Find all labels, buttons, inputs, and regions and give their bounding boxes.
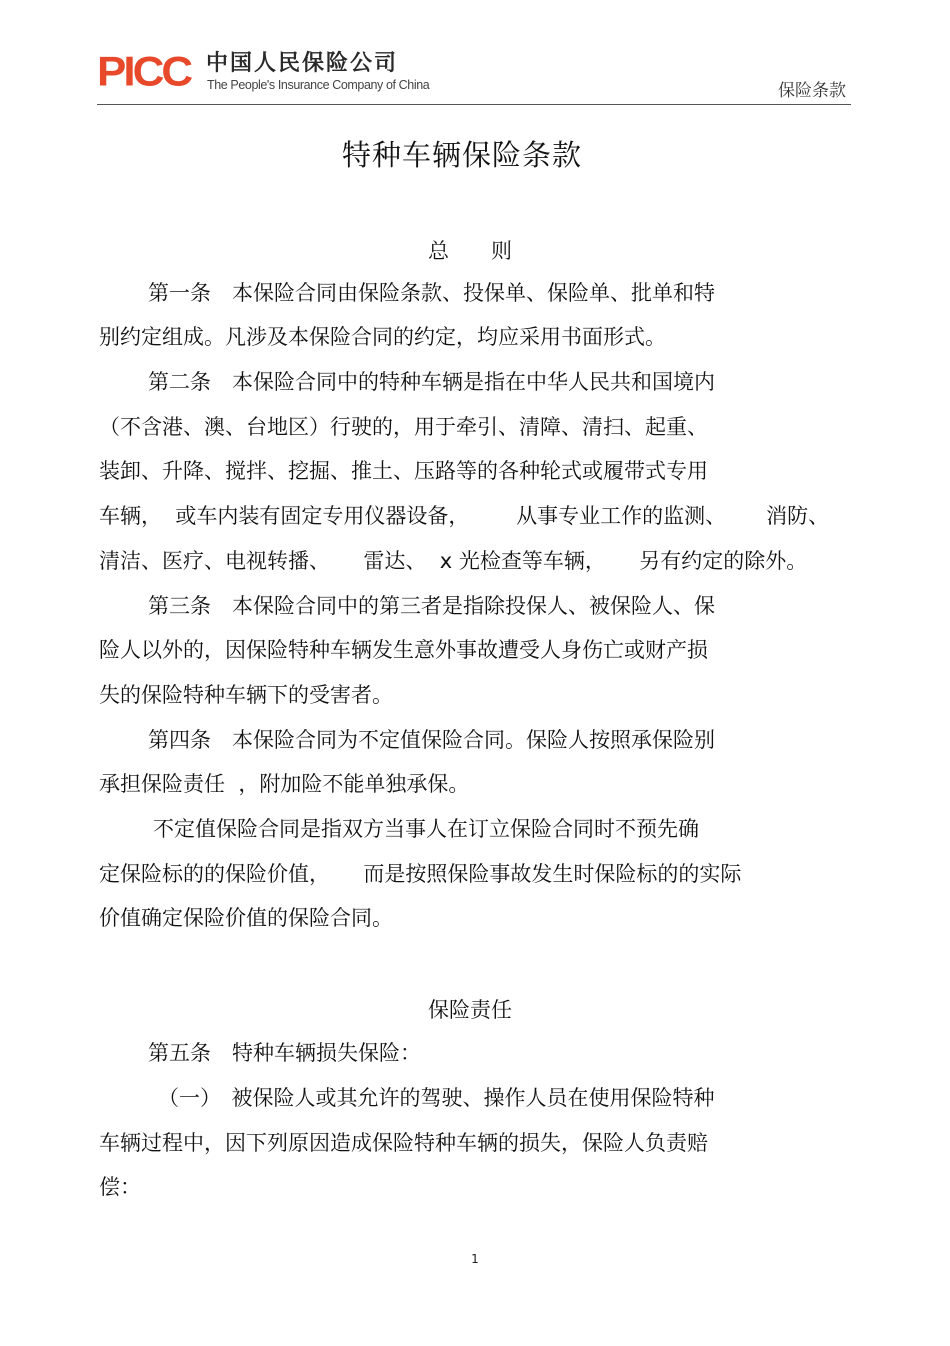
article-5-line-1: 第五条 特种车辆损失保险： bbox=[148, 1041, 421, 1065]
section-title-general: 总 则 bbox=[428, 239, 512, 263]
header-tag: 保险条款 bbox=[778, 81, 846, 101]
article-3-line-2: 险人以外的，因保险特种车辆发生意外事故遭受人身伤亡或财产损 bbox=[99, 638, 708, 662]
article-5-item-1-line-1: （一） 被保险人或其允许的驾驶、操作人员在使用保险特种 bbox=[158, 1086, 715, 1110]
article-2-line-2: （不含港、澳、台地区）行驶的，用于牵引、清障、清扫、起重、 bbox=[99, 415, 708, 439]
document-title: 特种车辆保险条款 bbox=[341, 138, 582, 172]
company-name-cn: 中国人民保险公司 bbox=[206, 51, 399, 76]
company-name-en: The People's Insurance Company of China bbox=[207, 78, 430, 92]
section-title-liability: 保险责任 bbox=[428, 998, 512, 1022]
article-5-item-1-line-3: 偿： bbox=[99, 1175, 141, 1199]
article-2-line-3: 装卸、升降、搅拌、挖掘、推土、压路等的各种轮式或履带式专用 bbox=[99, 459, 708, 483]
article-5-item-1-line-2: 车辆过程中，因下列原因造成保险特种车辆的损失，保险人负责赔 bbox=[99, 1131, 708, 1155]
article-4-line-2: 承担保险责任 ，附加险不能单独承保。 bbox=[99, 772, 470, 796]
article-2-line-4: 车辆， 或车内装有固定专用仪器设备， 从事专业工作的监测、 消防、 bbox=[99, 504, 830, 528]
definition-line-2: 定保险标的的保险价值， 而是按照保险事故发生时保险标的的实际 bbox=[99, 862, 742, 886]
article-3-line-1: 第三条 本保险合同中的第三者是指除投保人、被保险人、保 bbox=[148, 594, 715, 618]
definition-line-1: 不定值保险合同是指双方当事人在订立保险合同时不预先确 bbox=[153, 817, 699, 841]
article-2-line-1: 第二条 本保险合同中的特种车辆是指在中华人民共和国境内 bbox=[148, 370, 715, 394]
article-1-line-2: 别约定组成。凡涉及本保险合同的约定，均应采用书面形式。 bbox=[99, 325, 666, 349]
article-1-line-1: 第一条 本保险合同由保险条款、投保单、保险单、批单和特 bbox=[148, 281, 715, 305]
definition-line-3: 价值确定保险价值的保险合同。 bbox=[99, 906, 393, 930]
header-divider bbox=[97, 104, 851, 105]
article-3-line-3: 失的保险特种车辆下的受害者。 bbox=[99, 683, 393, 707]
picc-logo: PICC bbox=[97, 48, 191, 95]
page-header bbox=[0, 0, 950, 110]
article-4-line-1: 第四条 本保险合同为不定值保险合同。保险人按照承保险别 bbox=[148, 728, 715, 752]
page-number: 1 bbox=[471, 1252, 479, 1266]
article-2-line-5: 清洁、医疗、电视转播、 雷达、 x 光检查等车辆， 另有约定的除外。 bbox=[99, 549, 808, 573]
